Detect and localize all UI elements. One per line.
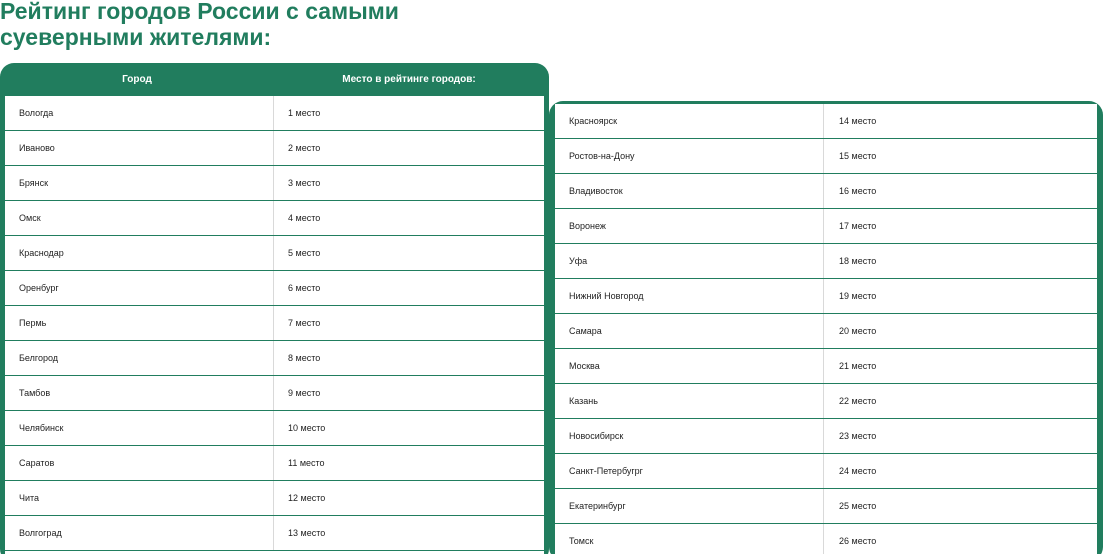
table-row bbox=[5, 376, 544, 411]
city-cell: Челябинск bbox=[5, 411, 274, 445]
place-cell: 4 место bbox=[288, 213, 321, 223]
place-cell: 8 место bbox=[288, 353, 321, 363]
city-cell: Вологда bbox=[5, 96, 274, 130]
city-cell: Пермь bbox=[5, 306, 274, 340]
table-row bbox=[555, 104, 1097, 139]
table-row bbox=[5, 236, 544, 271]
city-cell: Волгоград bbox=[5, 516, 274, 550]
place-cell: 10 место bbox=[288, 423, 326, 433]
table-row bbox=[5, 446, 544, 481]
place-cell: 26 место bbox=[839, 536, 877, 546]
city-cell: Томск bbox=[555, 524, 824, 554]
table-row bbox=[555, 384, 1097, 419]
city-cell: Оренбург bbox=[5, 271, 274, 305]
city-cell: Владивосток bbox=[555, 174, 824, 208]
header-place: Место в рейтинге городов: bbox=[342, 74, 476, 85]
table-row bbox=[5, 201, 544, 236]
city-cell: Екатеринбург bbox=[555, 489, 824, 523]
table-row bbox=[5, 341, 544, 376]
table-row bbox=[555, 174, 1097, 209]
place-cell: 2 место bbox=[288, 143, 321, 153]
table-row bbox=[5, 96, 544, 131]
table-header bbox=[0, 63, 549, 96]
city-cell: Нижний Новгород bbox=[555, 279, 824, 313]
city-cell: Брянск bbox=[5, 166, 274, 200]
table-row bbox=[555, 349, 1097, 384]
city-cell: Новосибирск bbox=[555, 419, 824, 453]
place-cell: 14 место bbox=[839, 116, 877, 126]
city-cell: Уфа bbox=[555, 244, 824, 278]
table-row bbox=[555, 489, 1097, 524]
table-row bbox=[5, 481, 544, 516]
city-cell: Иваново bbox=[5, 131, 274, 165]
ranking-table-right bbox=[549, 101, 1103, 554]
city-cell: Ростов-на-Дону bbox=[555, 139, 824, 173]
place-cell: 5 место bbox=[288, 248, 321, 258]
city-cell: Воронеж bbox=[555, 209, 824, 243]
city-cell: Белгород bbox=[5, 341, 274, 375]
city-cell: Казань bbox=[555, 384, 824, 418]
city-cell: Москва bbox=[555, 349, 824, 383]
place-cell: 22 место bbox=[839, 396, 877, 406]
table-row bbox=[5, 411, 544, 446]
city-cell: Санкт-Петербугрг bbox=[555, 454, 824, 488]
table-row bbox=[5, 306, 544, 341]
place-cell: 13 место bbox=[288, 528, 326, 538]
city-cell: Омск bbox=[5, 201, 274, 235]
table-row bbox=[555, 454, 1097, 489]
city-cell: Краснодар bbox=[5, 236, 274, 270]
place-cell: 16 место bbox=[839, 186, 877, 196]
table-row bbox=[555, 244, 1097, 279]
page-title: Рейтинг городов России с самыми суеверными жителями: bbox=[0, 0, 399, 50]
place-cell: 24 место bbox=[839, 466, 877, 476]
place-cell: 7 место bbox=[288, 318, 321, 328]
city-cell: Красноярск bbox=[555, 104, 824, 138]
city-cell: Самара bbox=[555, 314, 824, 348]
place-cell: 19 место bbox=[839, 291, 877, 301]
place-cell: 20 место bbox=[839, 326, 877, 336]
table-row bbox=[555, 524, 1097, 554]
place-cell: 9 место bbox=[288, 388, 321, 398]
header-city: Город bbox=[122, 74, 152, 85]
place-cell: 23 место bbox=[839, 431, 877, 441]
place-cell: 25 место bbox=[839, 501, 877, 511]
place-cell: 1 место bbox=[288, 108, 321, 118]
place-cell: 17 место bbox=[839, 221, 877, 231]
place-cell: 12 место bbox=[288, 493, 326, 503]
table-body-right bbox=[555, 104, 1097, 554]
table-row bbox=[5, 131, 544, 166]
table-row bbox=[5, 516, 544, 551]
place-cell: 6 место bbox=[288, 283, 321, 293]
ranking-table-left bbox=[0, 63, 549, 554]
table-row bbox=[555, 419, 1097, 454]
place-cell: 18 место bbox=[839, 256, 877, 266]
table-row bbox=[5, 271, 544, 306]
city-cell: Тамбов bbox=[5, 376, 274, 410]
table-body-left bbox=[5, 96, 544, 554]
table-row bbox=[555, 314, 1097, 349]
place-cell: 15 место bbox=[839, 151, 877, 161]
table-row bbox=[555, 139, 1097, 174]
table-row bbox=[5, 166, 544, 201]
place-cell: 3 место bbox=[288, 178, 321, 188]
city-cell: Саратов bbox=[5, 446, 274, 480]
place-cell: 21 место bbox=[839, 361, 877, 371]
table-row bbox=[555, 279, 1097, 314]
city-cell: Чита bbox=[5, 481, 274, 515]
table-row bbox=[555, 209, 1097, 244]
place-cell: 11 место bbox=[288, 458, 325, 468]
